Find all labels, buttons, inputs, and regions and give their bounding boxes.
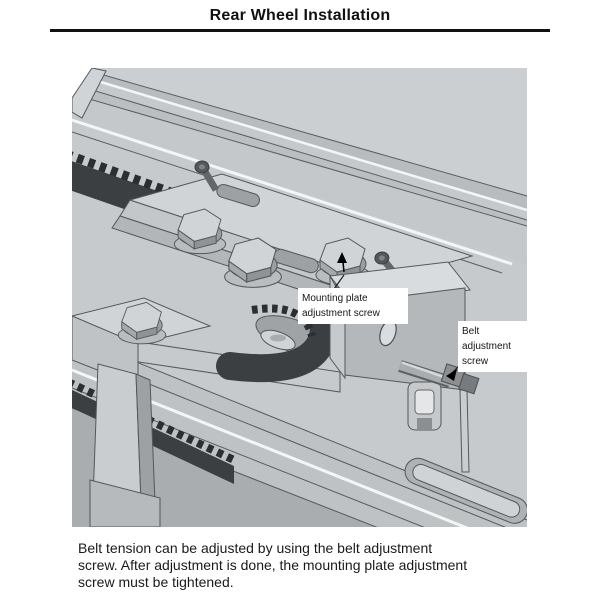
body-line: screw must be tightened. [78,574,234,590]
carriage-leg [90,364,160,527]
page-title: Rear Wheel Installation [209,7,391,24]
figure-belt-tensioner [72,68,527,527]
belt-clamp-latch [408,382,441,431]
label-mounting-plate-screw: Mounting plate adjustment screw [298,288,408,324]
label-belt-adjustment-screw: Belt adjustment screw [458,321,528,372]
body-line: screw. After adjustment is done, the mounting plate adjustment [78,557,468,573]
title-divider [50,29,550,32]
body-line: Belt tension can be adjusted by using the belt adjustment [78,540,433,556]
body-text [78,540,548,591]
